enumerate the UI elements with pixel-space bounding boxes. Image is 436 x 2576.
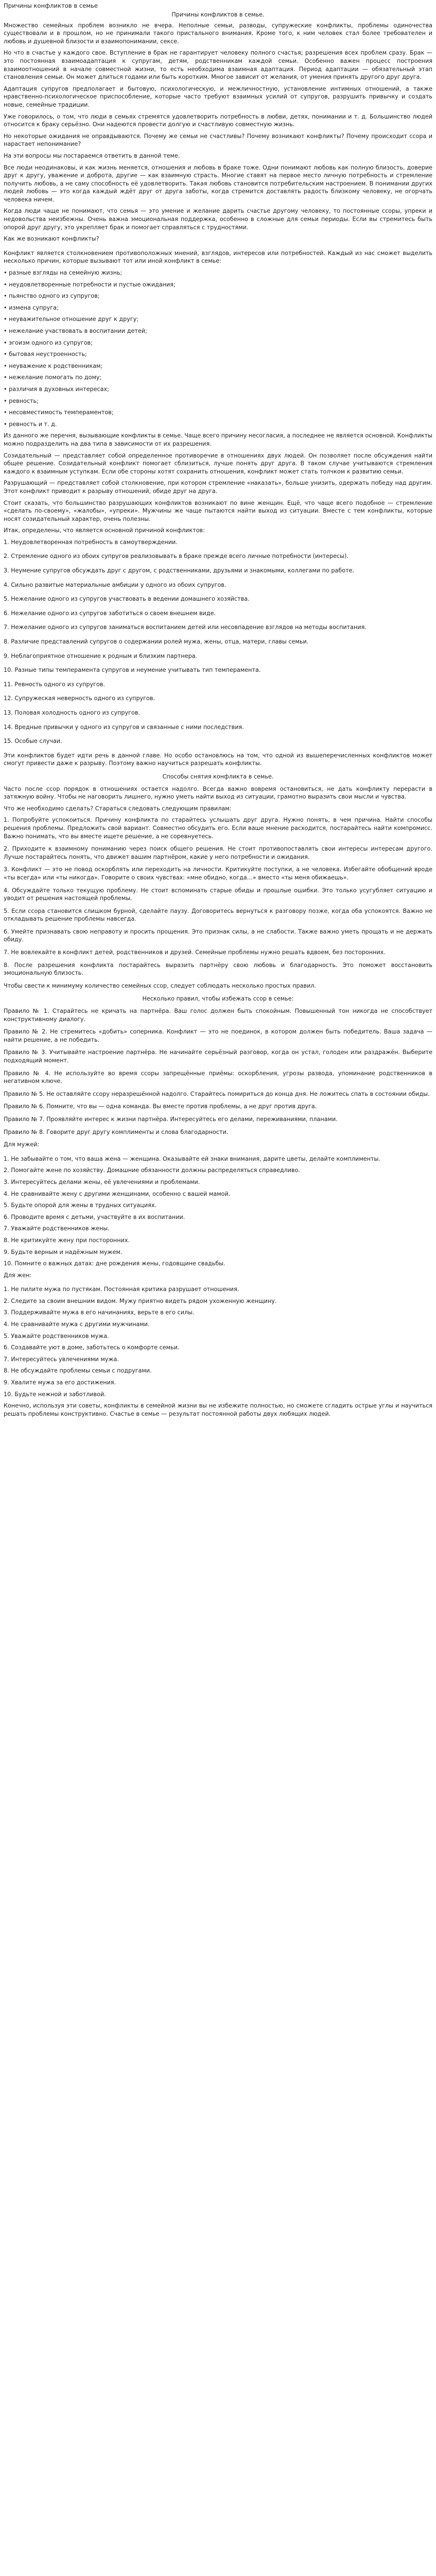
list-item: 7. Интересуйтесь увлечениями мужа. [4, 1355, 119, 1363]
list-item: 7. Не вовлекайте в конфликт детей, родственников и друзей. Семейные проблемы нужно решать вдвоем, без посторонних. [4, 949, 386, 956]
intro-paragraph: Когда люди чаще не понимают, что семья — это умение и желание дарить счастье другому человеку, то постоянные ссоры, упреки и недовольства неизбежны. Очень важна эмоциональная поддержка, особенно в сложные для семьи периоды. Если вы стремитесь быть опорой друг другу, это укрепляет брак и помогает справляться с трудностями. [4, 208, 432, 231]
list-item: 15. Особые случаи. [4, 738, 62, 745]
list-item: 4. Сильно развитые материальные амбиции у одного из обоих супругов. [4, 581, 226, 588]
rules-list [4, 816, 432, 977]
intro-paragraph: Уже говорилось, о том, что люди в семьях стремятся удовлетворить потребность в любви, детях, понимании и т. д. Большинство людей относится к браку серьёзно. Они надеются провести долгую и счастливую совместную жизнь. [4, 113, 432, 128]
list-item: • измена супруга; [4, 304, 59, 311]
list-item: 2. Приходите к взаимному пониманию через поиск общего решения. Не стоит противопоставлять свои интересы интересам другого. Лучше постарайтесь понять, что движет вашим партнёром, какие у него потребности и ожидания. [4, 845, 432, 860]
women-list [4, 1285, 432, 1398]
paragraph: Разрушающий — представляет собой столкновение, при котором стремление «наказать», больше унизить, одержать победу над другим. Этот конфликт приводит к разрыву отношений, обиде друг на друга. [4, 480, 432, 495]
list-item: Правило № 3. Учитывайте настроение партнёра. Не начинайте серьёзный разговор, когда он устал, голоден или раздражён. Выберите подходящий момент. [4, 1049, 432, 1064]
section-heading: Несколько правил, чтобы избежать ссор в семье: [142, 995, 294, 1003]
list-item: • несовместимость темпераментов; [4, 409, 114, 416]
paragraph: Эти конфликтов будет идти речь в данной главе. Но особо остановлюсь на том, что одной из вышеперечисленных конфликтов может смогут привести даже к разрыву. Поэтому важно научиться разрешать конфликты. [4, 752, 432, 767]
list-item: Правило № 5. Не оставляйте ссору неразрешённой надолго. Старайтесь помириться до конца дня. Не ложитесь спать в состоянии обиды. [4, 1090, 430, 1097]
list-item: 6. Умейте признавать свою неправоту и просить прощения. Это признак силы, а не слабости. Также важно уметь прощать и не держать обиду. [4, 928, 432, 943]
list-item: 1. Не пилите мужа по пустякам. Постоянная критика разрушает отношения. [4, 1286, 239, 1293]
list-item: • нежелание участвовать в воспитании детей; [4, 328, 147, 334]
section-heading: Способы снятия конфликта в семье. [162, 773, 274, 780]
paragraph: Конечно, используя эти советы, конфликты в семейной жизни вы не избежите полностью, но сможете сгладить острые углы и научиться решать проблемы конструктивно. Счастье в семье — результат постоянной работы двух любящих людей. [4, 1402, 432, 1417]
list-item: 10. Помните о важных датах: дне рождения жены, годовщине свадьбы. [4, 1260, 225, 1267]
list-item: Правило № 8. Говорите друг другу комплименты и слова благодарности. [4, 1128, 229, 1136]
list-item: 7. Уважайте родственников жены. [4, 1225, 110, 1232]
intro-paragraph: Но что в счастье у каждого свое. Вступление в брак не гарантирует человеку полного счастья; разрешения всех проблем сразу. Брак — это постоянная взаимоадаптация к супругам, детям, родственникам каждой семьи. Особенно важен процесс построения взаимоотношений в начале совместной жизни, то есть необходима взаимная адаптация. Период адаптации — обязательный этап становления семьи. Он может длиться годами или быть коротким. Многое зависит от желания, от умения принять другого друг друга. [4, 49, 432, 81]
page-title: Причины конфликтов в семье [4, 2, 98, 9]
list-item: 9. Хвалите мужа за его достижения. [4, 1379, 116, 1386]
list-item: • неуважительное отношение друг к другу; [4, 316, 139, 323]
list-item: • нежелание помогать по дому; [4, 374, 102, 381]
list-item: 9. Будьте верным и надёжным мужем. [4, 1248, 123, 1256]
list-item: • эгоизм одного из супругов; [4, 339, 93, 346]
list-item: • неуважение к родственникам; [4, 362, 103, 369]
list-item: Правило № 6. Помните, что вы — одна команда. Вы вместе против проблемы, а не друг против друга. [4, 1103, 317, 1110]
list-item: 3. Конфликт — это не повод оскорблять или переходить на личности. Критикуйте поступки, а не человека. Избегайте обобщений вроде «ты всегда» или «ты никогда». Говорите о своих чувствах: «мне обидно, когда…» вместо «ты меня обижаешь». [4, 866, 432, 881]
list-item: 5. Нежелание одного из супругов участвовать в ведении домашнего хозяйства. [4, 596, 250, 603]
list-item: Правило № 7. Проявляйте интерес к жизни партнёра. Интересуйтесь его делами, переживаниями, планами. [4, 1115, 338, 1123]
list-item: 7. Нежелание одного из супругов заниматься воспитанием детей или несовпадение взглядов на методы воспитания. [4, 624, 367, 631]
list-item: 1. Не забывайте о том, что ваша жена — женщина. Оказывайте ей знаки внимания, дарите цветы, делайте комплименты. [4, 1155, 380, 1162]
list-item: 13. Половая холодность одного из супругов. [4, 709, 140, 716]
list-item: 5. Если ссора становится слишком бурной, сделайте паузу. Договоритесь вернуться к разговору позже, когда оба успокоятся. Важно не откладывать решение проблемы навсегда. [4, 907, 432, 923]
causes-list [4, 269, 432, 428]
list-item: 3. Поддерживайте мужа в его начинаниях, верьте в его силы. [4, 1309, 195, 1316]
list-item: 12. Супружеская неверность одного из супругов. [4, 695, 155, 702]
men-list [4, 1155, 432, 1268]
list-item: 6. Проводите время с детьми, участвуйте в их воспитании. [4, 1213, 185, 1221]
list-item: • разные взгляды на семейную жизнь; [4, 269, 123, 277]
list-item: 8. После разрешения конфликта постарайтесь выразить партнёру свою любовь и благодарность. Это поможет восстановить эмоциональную близость. [4, 961, 432, 977]
subtitle: Причины конфликтов в семье. [171, 11, 265, 18]
list-item: Правило № 2. Не стремитесь «добить» соперника. Конфликт — это не поединок, в котором должен быть победитель. Ваша задача — найти решение, а не победить. [4, 1028, 432, 1043]
list-item: • пьянство одного из супругов; [4, 293, 100, 300]
list-item: 8. Не обсуждайте проблемы семьи с подругами. [4, 1367, 152, 1375]
list-item: 11. Ревность одного из супругов. [4, 681, 106, 688]
paragraph: Для жен: [4, 1272, 32, 1279]
list-item: 14. Вредные привычки у одного из супругов и связанные с ними последствия. [4, 723, 244, 731]
list-item: 2. Следите за своим внешним видом. Мужу приятно видеть рядом ухоженную женщину. [4, 1297, 277, 1304]
list-item: 4. Не сравнивайте жену с другими женщинами, особенно с вашей мамой. [4, 1190, 231, 1197]
tips-list [4, 1007, 432, 1136]
list-item: • ревность; [4, 397, 39, 404]
list-item: 3. Неумение супругов обсуждать друг с другом, с родственниками, друзьями и знакомыми, коллегами по работе. [4, 567, 355, 574]
list-item: Правило № 1. Старайтесь не кричать на партнёра. Ваш голос должен быть спокойным. Повышенный тон никогда не способствует конструктивному диалогу. [4, 1008, 432, 1023]
list-item: • бытовая неустроенность; [4, 351, 87, 358]
paragraph: Конфликт является столкновением противоположных мнений, взглядов, интересов или потребностей. Каждый из нас сможет выделить несколько причин, которые вызывают тот или иной конфликт в семье: [4, 249, 432, 265]
paragraph: Для мужей: [4, 1141, 40, 1148]
paragraph: Что же необходимо сделать? Стараться следовать следующим правилам: [4, 805, 232, 812]
list-item: 4. Не сравнивайте мужа с другими мужчинами. [4, 1321, 150, 1328]
paragraph: Из данного же перечня, вызывающие конфликты в семье. Чаще всего причину несогласия, а последнее не является основной. Конфликты можно подразделить на два типа в зависимости от их разрешения. [4, 432, 432, 447]
list-item: 10. Будьте нежной и заботливой. [4, 1391, 106, 1398]
list-item: 1. Неудовлетворенная потребность в самоутверждении. [4, 538, 178, 546]
list-item: 1. Попробуйте успокоиться. Причину конфликта по старайтесь услышать друг друга. Нужно понять, в чем причина. Найти способы решения проблемы. Предложить свой вариант. Совместно обсудить его. Если ваше мнение расходится, постарайтесь найти компромисс. Важно понимать, что вы вместе ищете решение, а не соревнуетесь. [4, 817, 432, 840]
paragraph: Чтобы свести к минимуму количество семейных ссор, следует соблюдать несколько простых правил. [4, 982, 317, 989]
list-item: Правило № 4. Не используйте во время ссоры запрещённые приёмы: оскорбления, угрозы развода, упоминание родственников в негативном ключе. [4, 1070, 432, 1085]
list-item: 6. Создавайте уют в доме, заботьтесь о комфорте семьи. [4, 1344, 180, 1351]
list-item: 9. Неблагоприятное отношение к родным и близким партнера. [4, 652, 198, 659]
list-item: 2. Стремление одного из обоих супругов реализовывать в браке прежде всего личные потребности (интересы). [4, 553, 348, 560]
list-item: • различия в духовных интересах; [4, 385, 109, 393]
list-item: 5. Уважайте родственников мужа. [4, 1332, 109, 1340]
list-item: • ревность и т. д. [4, 420, 57, 428]
intro-paragraph: Все люди неодинаковы, и как жизнь меняется, отношения и любовь в браке тоже. Одни понимают любовь как полную близость, доверие друг к другу, уважение и доброта, другие — как взаимную страсть. Многие ставят на первое место личную потребность и стремление получить любовь, а не саму способность её удовлетворить. Такая любовь становится потребительским настроением. В понимании других людей любовь — это когда каждый ждёт друг от друга заботы, когда стремится доставлять радость близкому человеку, не огорчать человека ничем. [4, 164, 432, 203]
paragraph: Часто после ссор порядок в отношениях остается надолго. Всегда важно вовремя остановиться, не дать конфликту перерасти в затяжную войну. Чтобы не наговорить лишнего, нужно уметь найти выход из ситуации, грамотно выразить свои мысли и чувства. [4, 785, 432, 801]
list-item: 4. Обсуждайте только текущую проблему. Не стоит вспоминать старые обиды и прошлые ошибки. Это только усугубляет ситуацию и уводит от решения настоящей проблемы. [4, 887, 432, 902]
list-item: 8. Не критикуйте жену при посторонних. [4, 1236, 130, 1244]
intro-paragraph: Адаптация супругов предполагает и бытовую, психологическую, и межличностную, установление интимных отношений, а также нравственно-психологическое приспособление, которые часто требуют взаимных усилий от супругов, разрушить привычку и создать новые, семейные традиции. [4, 85, 432, 108]
list-item: 8. Различие представлений супругов о содержании ролей мужа, жены, отца, матери, главы семьи. [4, 638, 309, 646]
list-item: 6. Нежелание одного из супругов заботиться о своем внешнем виде. [4, 609, 216, 617]
list-item: 3. Интересуйтесь делами жены, её увлечениями и проблемами. [4, 1178, 200, 1185]
question-heading: Как же возникают конфликты? [4, 235, 99, 243]
list-item: • неудовлетворенные потребности и пустые ожидания; [4, 281, 176, 288]
list-item: 10. Разные типы темперамента супругов и неумение учитывать тип темперамента. [4, 667, 261, 674]
paragraph: Итак, определены, что является основной причиной конфликтов: [4, 527, 205, 534]
list-item: 2. Помогайте жене по хозяйству. Домашние обязанности должны распределяться справедливо. [4, 1167, 300, 1174]
intro-paragraph: Множество семейных проблем возникло не вчера. Неполные семьи, разводы, супружеские конфликты, проблемы одиночества существовали и в прошлом, но не принимали такого пристального внимания. Кроме того, к ним человек стал более требователен и любовь и душевной близости и взаимопонимании, сексе. [4, 22, 432, 45]
paragraph: Созидательный — представляет собой определенное противоречие в отношениях двух людей. Он позволяет после обсуждения найти общее решение. Созидательный конфликт помогает сблизиться, лучше понять друг друга. В таком случае учитываются стремления каждого к взаимным уступкам. Если обе стороны хотят сохранить отношения, конфликт может стать толчком к развитию семьи. [4, 452, 432, 475]
intro-paragraph: На эти вопросы мы постараемся ответить в данной теме. [4, 152, 180, 159]
intro-paragraph: Но некоторые ожидания не оправдываются. Почему же семьи не счастливы? Почему возникают конфликты? Почему происходит ссора и нарастает непонимание? [4, 132, 432, 148]
paragraph: Стоит сказать, что большинство разрушающих конфликтов возникают по вине женщин. Ещё, что чаще всего подобное — стремление «сделать по-своему», «жалобы», «упреки». Мужчины же чаще пытаются найти выход из ситуации. Вместе с тем конфликты, которые носят созидательный характер, очень полезны. [4, 499, 432, 522]
list-item: 5. Будьте опорой для жены в трудных ситуациях. [4, 1202, 157, 1209]
reasons-list [4, 538, 432, 745]
